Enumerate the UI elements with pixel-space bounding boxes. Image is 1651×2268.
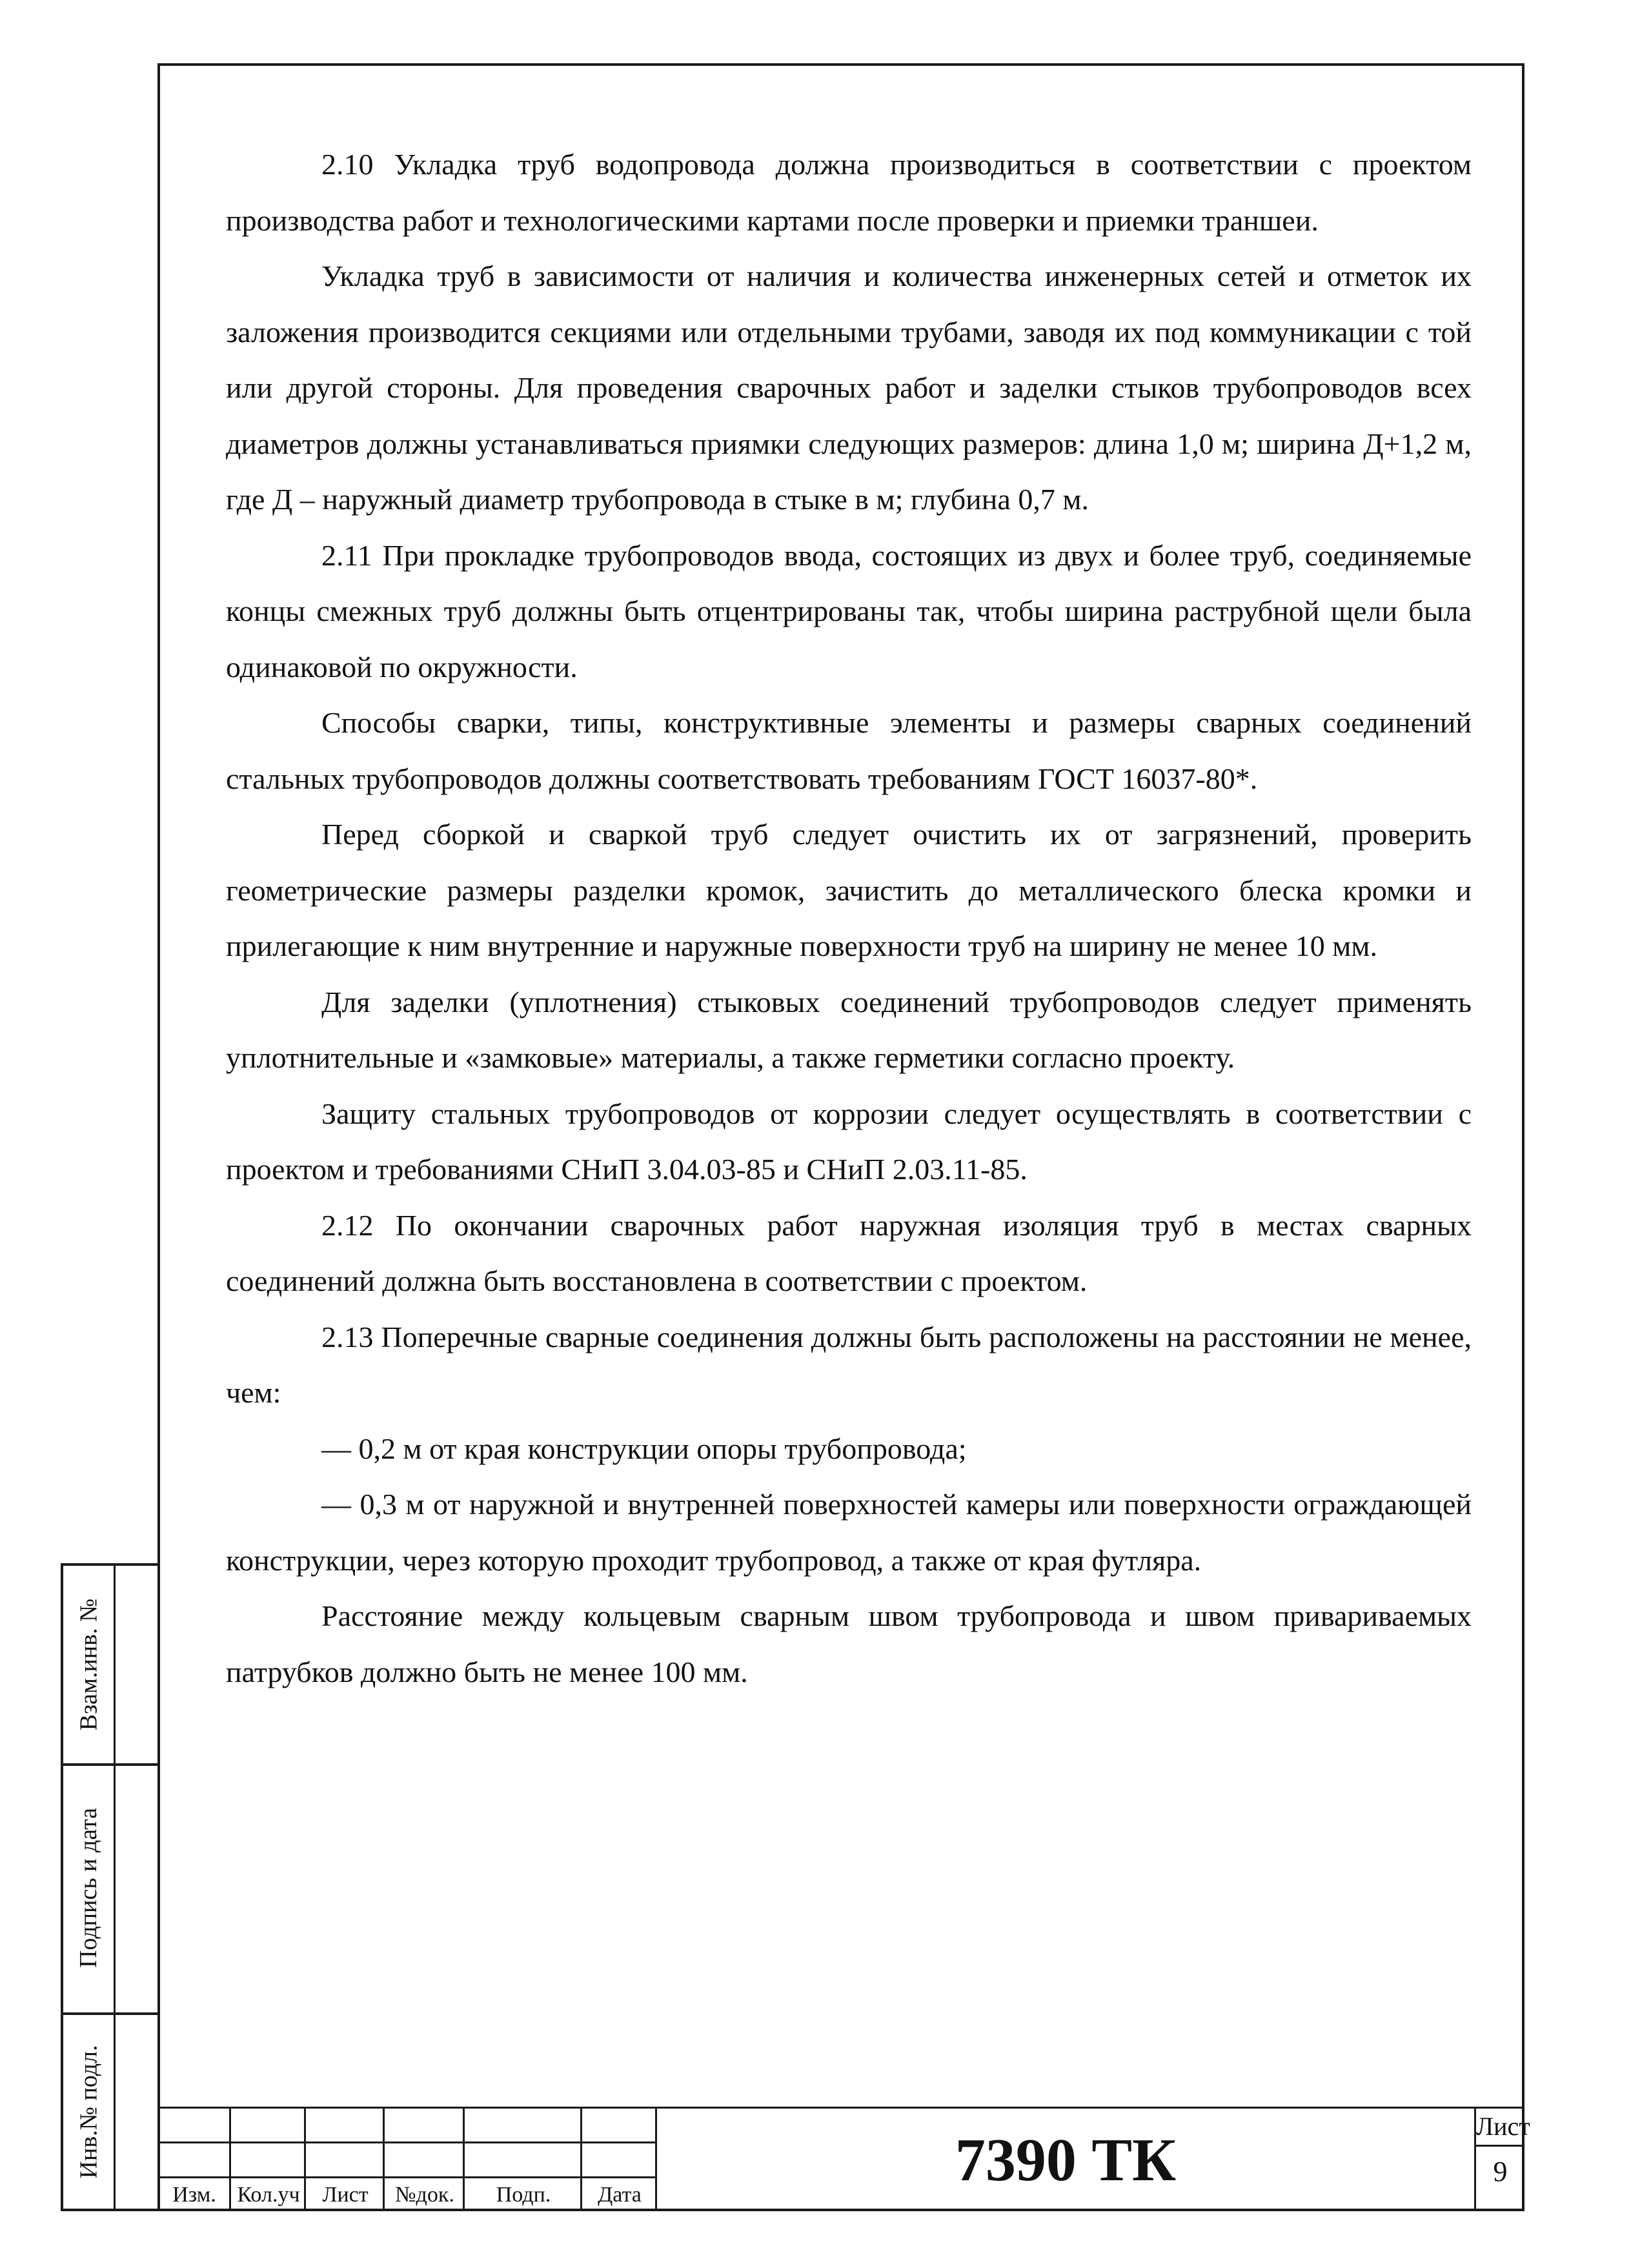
header-list: Лист bbox=[322, 2183, 369, 2207]
grid-cell bbox=[465, 2141, 582, 2176]
header-izm: Изм. bbox=[172, 2183, 216, 2207]
side-label-inv: Инв.№ подл. bbox=[75, 2045, 103, 2179]
grid-cell bbox=[385, 2107, 465, 2141]
sheet-number: 9 bbox=[1493, 2156, 1508, 2187]
paragraph-sealing: Для заделки (уплотнения) стыковых соединений трубопроводов следует применять уплотнительные и «замковые» материалы, а также герметики согласно проекту. bbox=[226, 985, 1472, 1074]
header-ndok: №док. bbox=[395, 2183, 454, 2207]
grid-cell bbox=[465, 2107, 582, 2141]
side-column-divider bbox=[114, 1566, 116, 2209]
header-kol-uch: Кол.уч bbox=[237, 2183, 300, 2207]
document-body bbox=[226, 137, 1472, 1700]
grid-cell bbox=[231, 2141, 306, 2176]
sheet-label: Лист bbox=[1476, 2112, 1530, 2141]
paragraph-welding-methods: Способы сварки, типы, конструктивные элементы и размеры сварных соединений стальных трубопроводов должны соответствовать требованиям ГОСТ 16037-80*. bbox=[226, 706, 1472, 795]
sheet-divider bbox=[1476, 2145, 1524, 2147]
paragraph-corrosion: Защиту стальных трубопроводов от коррозии следует осуществлять в соответствии с проектом и требованиями СНиП 3.04.03-85 и СНиП 2.03.11-85. bbox=[226, 1097, 1472, 1186]
grid-cell bbox=[306, 2141, 385, 2176]
paragraph-cleaning: Перед сборкой и сваркой труб следует очистить их от загрязнений, проверить геометрические размеры разделки кромок, зачистить до металлического блеска кромки и прилегающие к ним внутренние и наружные поверхности труб на ширину не менее 10 мм. bbox=[226, 818, 1472, 962]
grid-cell bbox=[582, 2141, 657, 2176]
paragraph-2-13: 2.13 Поперечные сварные соединения должны быть расположены на расстоянии не менее, чем: bbox=[226, 1320, 1472, 1409]
grid-cell bbox=[231, 2107, 306, 2141]
title-block bbox=[157, 2107, 1530, 2211]
list-item-support: — 0,2 м от края конструкции опоры трубопровода; bbox=[321, 1432, 967, 1465]
paragraph-laying: Укладка труб в зависимости от наличия и количества инженерных сетей и отметок их заложения производится секциями или отдельными трубами, заводя их под коммуникации с той или другой стороны. Для проведения сварочных работ и заделки стыков трубопроводов всех диаметров должны устанавливаться приямки следующих размеров: длина 1,0 м; ширина Д+1,2 м, где Д – наружный диаметр трубопровода в стыке в м; глубина 0,7 м. bbox=[226, 259, 1472, 516]
grid-cell bbox=[157, 2141, 231, 2176]
grid-cell bbox=[582, 2107, 657, 2141]
grid-cell bbox=[306, 2107, 385, 2141]
grid-cell bbox=[385, 2141, 465, 2176]
paragraph-2-10: 2.10 Укладка труб водопровода должна производиться в соответствии с проектом производства работ и технологическими картами после проверки и приемки траншеи. bbox=[226, 148, 1472, 237]
paragraph-2-11: 2.11 При прокладке трубопроводов ввода, состоящих из двух и более труб, соединяемые концы смежных труб должны быть отцентрированы так, чтобы ширина раструбной щели была одинаковой по окружности. bbox=[226, 538, 1472, 683]
side-label-podpis: Подпись и дата bbox=[75, 1807, 103, 1969]
header-data: Дата bbox=[598, 2183, 642, 2207]
sheet-box bbox=[1474, 2107, 1530, 2211]
list-item-chamber: — 0,3 м от наружной и внутренней поверхностей камеры или поверхности ограждающей конструкции, через которую проходит трубопровод, а также от края футляра. bbox=[226, 1488, 1472, 1577]
side-label-vzam: Взам.инв. № bbox=[75, 1598, 103, 1731]
header-podp: Подп. bbox=[496, 2183, 551, 2207]
paragraph-distance: Расстояние между кольцевым сварным швом трубопровода и швом привариваемых патрубков должно быть не менее 100 мм. bbox=[226, 1599, 1472, 1688]
document-code: 7390 ТК bbox=[657, 2107, 1474, 2211]
grid-cell bbox=[157, 2107, 231, 2141]
side-stamp-strip bbox=[61, 1563, 157, 2211]
paragraph-2-12: 2.12 По окончании сварочных работ наружная изоляция труб в местах сварных соединений должна быть восстановлена в соответствии с проектом. bbox=[226, 1208, 1472, 1297]
